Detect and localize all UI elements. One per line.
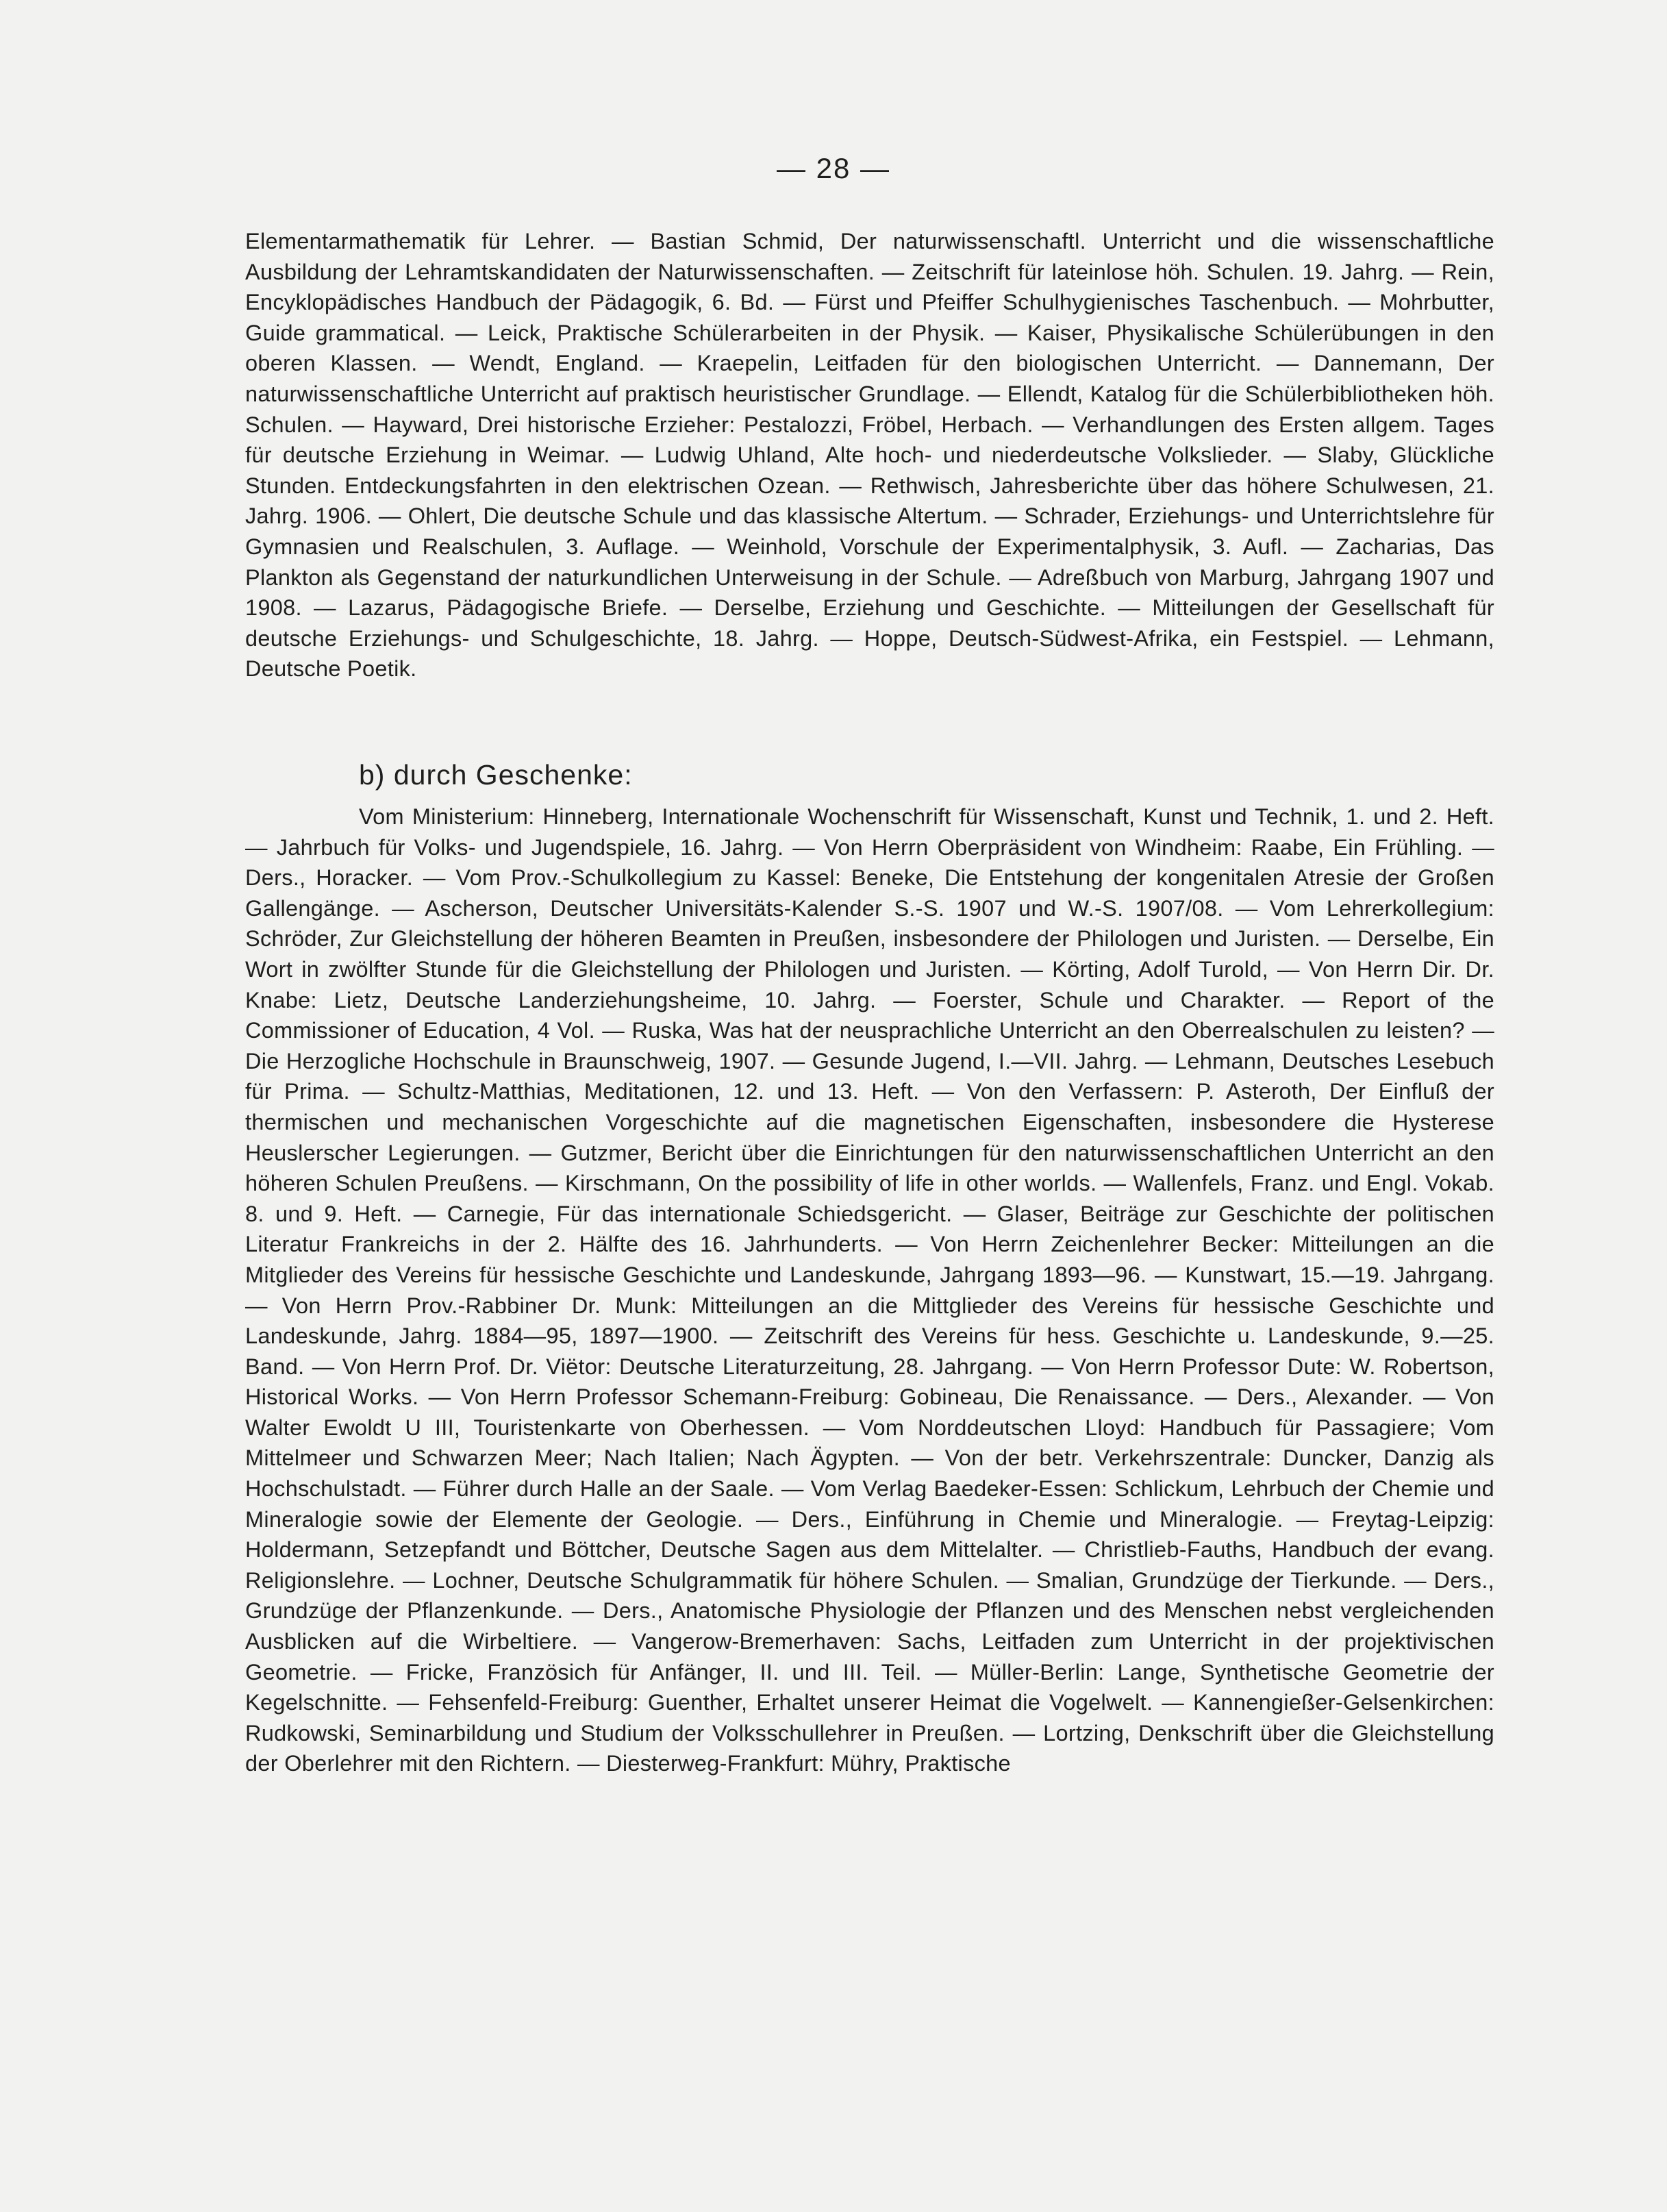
page-number: — 28 — [776, 152, 891, 184]
section-a-paragraph: Elementarmathematik für Lehrer. — Bastian Schmid, Der naturwissenschaftl. Unterricht und die wissenschaftliche Ausbildung der Lehramtskandidaten der Naturwissenschaften. — Zeitschrift für lateinlose höh. Schulen. 19. Jahrg. — Rein, Encyklopädisches Handbuch der Pädagogik, 6. Bd. — Fürst und Pfeiffer Schulhygienisches Taschenbuch. — Mohrbutter, Guide grammatical. — Leick, Praktische Schülerarbeiten in der Physik. — Kaiser, Physikalische Schülerübungen in den oberen Klassen. — Wendt, England. — Kraepelin, Leitfaden für den biologischen Unterricht. — Dannemann, Der naturwissenschaftliche Unterricht auf praktisch heuristischer Grundlage. — Ellendt, Katalog für die Schülerbibliotheken höh. Schulen. — Hayward, Drei historische Erzieher: Pestalozzi, Fröbel, Herbach. — Verhandlungen des Ersten allgem. Tages für deutsche Erziehung in Weimar. — Ludwig Uhland, Alte hoch- und niederdeutsche Volkslieder. — Slaby, Glückliche Stunden. Entdeckungsfahrten in den elektrischen Ozean. — Rethwisch, Jahresberichte über das höhere Schulwesen, 21. Jahrg. 1906. — Ohlert, Die deutsche Schule und das klassische Altertum. — Schrader, Erziehungs- und Unterrichtslehre für Gymnasien und Realschulen, 3. Auflage. — Weinhold, Vorschule der Experimentalphysik, 3. Aufl. — Zacharias, Das Plankton als Gegenstand der naturkundlichen Unterweisung in der Schule. — Adreßbuch von Marburg, Jahrgang 1907 und 1908. — Lazarus, Pädagogische Briefe. — Derselbe, Erziehung und Geschichte. — Mitteilungen der Gesellschaft für deutsche Erziehungs- und Schulgeschichte, 18. Jahrg. — Hoppe, Deutsch-Südwest-Afrika, ein Festspiel. — Lehmann, Deutsche Poetik. [245, 229, 1494, 682]
section-b-paragraph: Vom Ministerium: Hinneberg, Internationale Wochenschrift für Wissenschaft, Kunst und Technik, 1. und 2. Heft. — Jahrbuch für Volks- und Jugendspiele, 16. Jahrg. — Von Herrn Oberpräsident von Windheim: Raabe, Ein Frühling. — Ders., Horacker. — Vom Prov.-Schulkollegium zu Kassel: Beneke, Die Entstehung der kongenitalen Atresie der Großen Gallengänge. — Ascherson, Deutscher Universitäts-Kalender S.-S. 1907 und W.-S. 1907/08. — Vom Lehrerkollegium: Schröder, Zur Gleichstellung der höheren Beamten in Preußen, insbesondere der Philologen und Juristen. — Derselbe, Ein Wort in zwölfter Stunde für die Gleichstellung der Philologen und Juristen. — Körting, Adolf Turold, — Von Herrn Dir. Dr. Knabe: Lietz, Deutsche Landerziehungsheime, 10. Jahrg. — Foerster, Schule und Charakter. — Report of the Commissioner of Education, 4 Vol. — Ruska, Was hat der neusprachliche Unterricht an den Oberrealschulen zu leisten? — Die Herzogliche Hochschule in Braunschweig, 1907. — Gesunde Jugend, I.—VII. Jahrg. — Lehmann, Deutsches Lesebuch für Prima. — Schultz-Matthias, Meditationen, 12. und 13. Heft. — Von den Verfassern: P. Asteroth, Der Einfluß der thermischen und mechanischen Vorgeschichte auf die magnetischen Eigenschaften, insbesondere die Hysterese Heuslerscher Legierungen. — Gutzmer, Bericht über die Einrichtungen für den naturwissenschaftlichen Unterricht an den höheren Schulen Preußens. — Kirschmann, On the possibility of life in other worlds. — Wallenfels, Franz. und Engl. Vokab. 8. und 9. Heft. — Carnegie, Für das internationale Schiedsgericht. — Glaser, Beiträge zur Geschichte der politischen Literatur Frankreichs in der 2. Hälfte des 16. Jahrhunderts. — Von Herrn Zeichenlehrer Becker: Mitteilungen an die Mitglieder des Vereins für hessische Geschichte und Landeskunde, Jahrgang 1893—96. — Kunstwart, 15.—19. Jahrgang. — Von Herrn Prov.-Rabbiner Dr. Munk: Mitteilungen an die Mittglieder des Vereins für hessische Geschichte und Landeskunde, Jahrg. 1884—95, 1897—1900. — Zeitschrift des Vereins für hess. Geschichte u. Landeskunde, 9.—25. Band. — Von Herrn Prof. Dr. Viëtor: Deutsche Literaturzeitung, 28. Jahrgang. — Von Herrn Professor Dute: W. Robertson, Historical Works. — Von Herrn Professor Schemann-Freiburg: Gobineau, Die Renaissance. — Ders., Alexander. — Von Walter Ewoldt U III, Touristenkarte von Oberhessen. — Vom Norddeutschen Lloyd: Handbuch für Passagiere; Vom Mittelmeer und Schwarzen Meer; Nach Italien; Nach Ägypten. — Von der betr. Verkehrszentrale: Duncker, Danzig als Hochschulstadt. — Führer durch Halle an der Saale. — Vom Verlag Baedeker-Essen: Schlickum, Lehrbuch der Chemie und Mineralogie sowie der Elemente der Geologie. — Ders., Einführung in Chemie und Mineralogie. — Freytag-Leipzig: Holdermann, Setzepfandt und Böttcher, Deutsche Sagen aus dem Mittelalter. — Christlieb-Fauths, Handbuch der evang. Religionslehre. — Lochner, Deutsche Schulgrammatik für höhere Schulen. — Smalian, Grundzüge der Tierkunde. — Ders., Grundzüge der Pflanzenkunde. — Ders., Anatomische Physiologie der Pflanzen und des Menschen nebst vergleichenden Ausblicken auf die Wirbeltiere. — Vangerow-Bremerhaven: Sachs, Leitfaden zum Unterricht in der projektivischen Geometrie. — Fricke, Französich für Anfänger, II. und III. Teil. — Müller-Berlin: Lange, Synthetische Geometrie der Kegelschnitte. — Fehsenfeld-Freiburg: Guenther, Erhaltet unserer Heimat die Vogelwelt. — Kannengießer-Gelsenkirchen: Rudkowski, Seminarbildung und Studium der Volksschullehrer in Preußen. — Lortzing, Denkschrift über die Gleichstellung der Oberlehrer mit den Richtern. — Diesterweg-Frankfurt: Mühry, Praktische [245, 804, 1494, 1776]
section-b-heading: b) durch Geschenke: [359, 759, 633, 791]
